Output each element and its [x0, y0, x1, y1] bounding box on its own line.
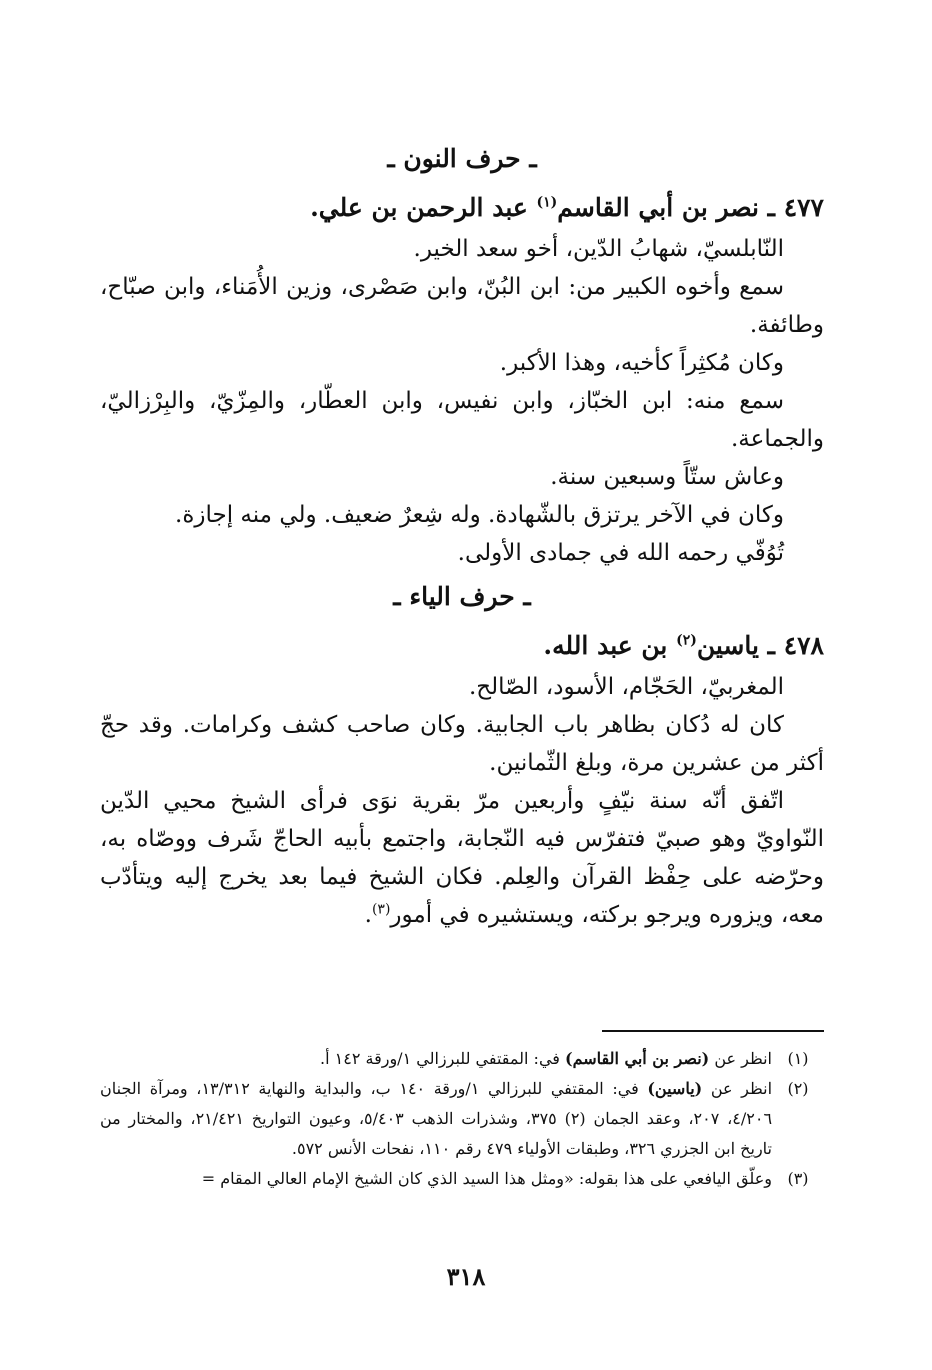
- page-number: ٣١٨: [446, 1262, 486, 1291]
- footnote-number: (١): [787, 1049, 809, 1068]
- footnote-bold: (ياسين): [647, 1079, 703, 1098]
- footnote-pre: انظر عن: [710, 1079, 773, 1098]
- entry-477-line: سمع وأخوه الكبير من: ابن البُنّ، وابن صَصْرى، وزين الأُمَناء، وابن صبّاح، وطائفة.: [100, 274, 824, 338]
- entry-477-line: تُوُفّي رحمه الله في جمادى الأولى.: [457, 540, 784, 566]
- entry-478-line: المغربيّ، الحَجّام، الأسود، الصّالح.: [468, 674, 784, 700]
- entry-477-title: [100, 186, 824, 230]
- footnote-pre: انظر عن: [714, 1049, 772, 1068]
- footnote-body: وعلّق اليافعي على هذا بقوله: «ومثل هذا السيد الذي كان الشيخ الإمام العالي المقام =: [201, 1169, 772, 1188]
- entry-477-name-tail: عبد الرحمن بن علي.: [310, 193, 528, 222]
- entry-478-line: كان له دُكان بظاهر باب الجابية. وكان صاحب كشف وكرامات. وقد حجّ أكثر من عشرين مرة، وبلغ الثّمانين.: [100, 712, 824, 776]
- entry-477-line: وكان مُكثِراً كأخيه، وهذا الأكبر.: [499, 350, 784, 376]
- footnote-ref-3[interactable]: (٣): [371, 901, 391, 918]
- entry-478-line: [100, 782, 824, 934]
- page-body: [100, 138, 824, 934]
- footnote-text: [100, 1074, 772, 1164]
- footnote-body: في: المقتفي للبرزالي ١/ورقة ١٤٠ ب، والبداية والنهاية ١٣/٣١٢، ومرآة الجنان ٤/٢٠٦، ٢٠٧، وعقد الجمان (٢) ٣٧٥، وشذرات الذهب ٥/٤٠٣، وعيون التواريخ ٢١/٤٢١، والمختار من تاريخ ابن الجزري ٣٢٦، وطبقات الأولياء ٤٧٩ رقم ١١٠، نفحات الأنس ٥٧٢.: [100, 1079, 773, 1158]
- section-heading-yaa: ـ حرف الياء ـ: [393, 582, 531, 611]
- entry-478-name: ٤٧٨ ـ ياسين: [696, 631, 824, 660]
- entry-478-period: .: [364, 902, 372, 928]
- footnote-bold: (نصر بن أبي القاسم): [565, 1049, 710, 1068]
- entry-477-name: ٤٧٧ ـ نصر بن أبي القاسم: [557, 193, 824, 222]
- footnote-3: [100, 1164, 824, 1194]
- footnote-2: [100, 1074, 824, 1164]
- entry-477-line: النّابلسيّ، شهابُ الدّين، أخو سعد الخير.: [413, 236, 784, 262]
- footnote-1: [100, 1044, 824, 1074]
- footnote-text: [100, 1044, 772, 1074]
- footnote-separator: [602, 1030, 824, 1032]
- footnote-number: (٢): [787, 1079, 809, 1098]
- footnote-ref-1[interactable]: (١): [536, 194, 558, 211]
- entry-477-line: وعاش ستّاً وسبعين سنة.: [550, 464, 784, 490]
- footnotes: [100, 1030, 824, 1194]
- section-heading-noon: ـ حرف النون ـ: [387, 144, 537, 173]
- entry-478-story: اتّفق أنّه سنة نيّفٍ وأربعين مرّ بقرية نوَى فرأى الشيخ محيي الدّين النّواويّ وهو صبيّ فتفرّس فيه النّجابة، واجتمع بأبيه الحاجّ شَرف ووصّاه به، وحرّضه على حِفْظ القرآن والعِلم. فكان الشيخ فيما بعد يخرج إليه ويتأدّب معه، ويزوره ويرجو بركته، ويستشيره في أمور: [100, 788, 824, 928]
- entry-478-name-tail: بن عبد الله.: [543, 631, 668, 660]
- entry-477-line: سمع منه: ابن الخبّاز، وابن نفيس، وابن العطّار، والمِزّيّ، والبِرْزاليّ، والجماعة.: [100, 388, 824, 452]
- footnote-ref-2[interactable]: (٢): [676, 632, 697, 649]
- footnote-body: في: المقتفي للبرزالي ١/ورقة ١٤٢ أ.: [320, 1049, 560, 1068]
- entry-478-title: [100, 624, 824, 668]
- entry-477-line: وكان في الآخر يرتزق بالشّهادة. وله شِعرٌ ضعيف. ولي منه إجازة.: [175, 502, 784, 528]
- footnote-text: [100, 1164, 772, 1194]
- footnote-number: (٣): [787, 1169, 809, 1188]
